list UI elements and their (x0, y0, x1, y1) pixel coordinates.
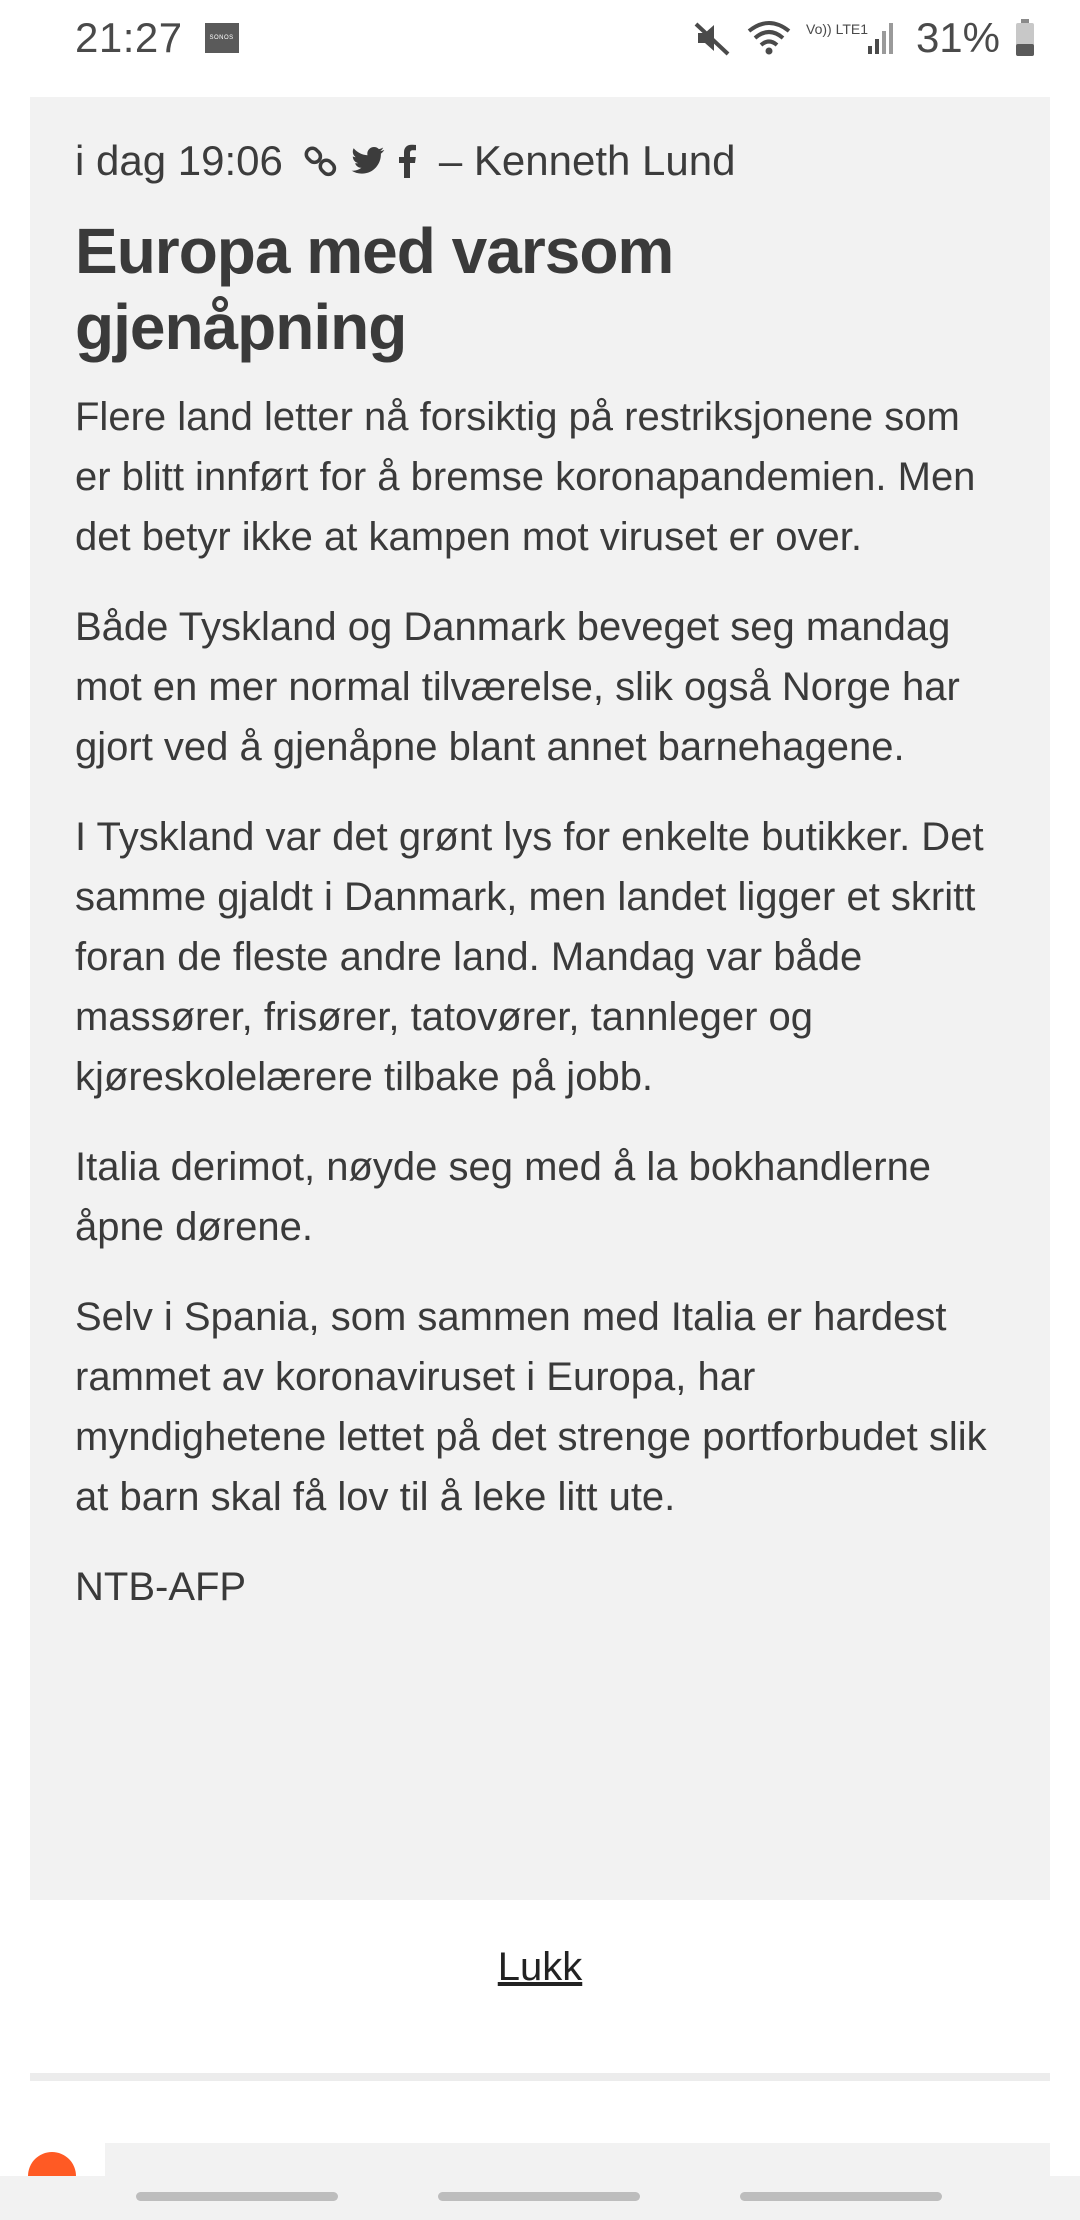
share-icons (303, 143, 417, 179)
battery-icon (1014, 18, 1036, 58)
status-time: 21:27 (75, 14, 183, 61)
article-paragraph: I Tyskland var det grønt lys for enkelte butikker. Det samme gjaldt i Danmark, men landet ligger et skritt foran de fleste andre land. Mandag var både massører, frisører, tatovører, tannleger og kjøreskolelærere tilbake på jobb. (75, 815, 984, 1099)
article-time: i dag 19:06 (75, 137, 283, 184)
article-byline: NTB-AFP (75, 1565, 247, 1609)
article-paragraph: Italia derimot, nøyde seg med å la bokhandlerne åpne dørene. (75, 1145, 932, 1249)
article-paragraph: Flere land letter nå forsiktig på restriksjonene som er blitt innført for å bremse koronapandemien. Men det betyr ikke at kampen mot viruset er over. (75, 395, 976, 559)
article-paragraph: Både Tyskland og Danmark beveget seg mandag mot en mer normal tilværelse, slik også Norge har gjort ved å gjenåpne blant annet barnehagene. (75, 605, 960, 769)
lte-label: Vo)) LTE1 (805, 21, 868, 37)
article-paragraph: Selv i Spania, som sammen med Italia er hardest rammet av koronaviruset i Europa, har myndighetene lettet på det strenge portforbudet slik at barn skal få lov til å leke litt ute. (75, 1295, 987, 1519)
close-link[interactable]: Lukk (497, 1945, 583, 1989)
close-container (0, 1945, 1080, 1990)
nav-home-button[interactable] (438, 2192, 640, 2201)
facebook-icon[interactable] (397, 144, 417, 178)
article-headline: Europa med varsom gjenåpning (75, 215, 674, 363)
signal-icon (866, 20, 896, 56)
divider (30, 2073, 1050, 2081)
article-meta (75, 131, 1005, 191)
link-icon[interactable] (303, 143, 339, 179)
lte-icon (805, 18, 868, 58)
status-icons (692, 14, 1036, 62)
article-card (30, 97, 1050, 1900)
twitter-icon[interactable] (351, 146, 385, 176)
sonos-notification-icon: SONOS (205, 23, 239, 53)
battery-level: 31% (915, 14, 1000, 61)
nav-recents-button[interactable] (136, 2192, 338, 2201)
nav-back-button[interactable] (740, 2192, 942, 2201)
article-author: – Kenneth Lund (438, 137, 736, 184)
status-bar (0, 0, 1080, 76)
wifi-icon (746, 18, 792, 58)
mute-icon (692, 18, 732, 58)
